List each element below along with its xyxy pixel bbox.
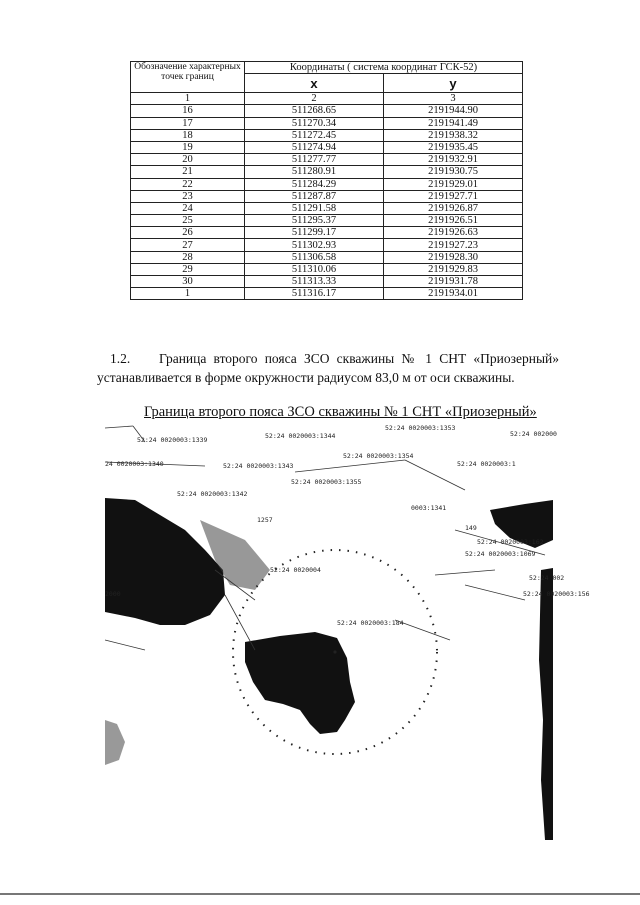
cell-point: 18 bbox=[131, 129, 245, 141]
cell-y: 2191928.30 bbox=[384, 251, 523, 263]
cell-point: 25 bbox=[131, 215, 245, 227]
cell-y: 2191926.51 bbox=[384, 215, 523, 227]
table-row bbox=[131, 202, 523, 214]
cell-y: 2191941.49 bbox=[384, 117, 523, 129]
map-label: 52:24 0020003:1344 bbox=[265, 432, 336, 440]
table-row bbox=[131, 141, 523, 153]
map-label: 52:24 0020003:1353 bbox=[385, 424, 456, 432]
map-label: 52:24 0020003:184 bbox=[337, 619, 404, 627]
header-point-designation: Обозначение характерных точек границ bbox=[131, 62, 245, 93]
header-coordinates-system: Координаты ( система координат ГСК-52) bbox=[245, 62, 523, 74]
cell-point: 20 bbox=[131, 154, 245, 166]
cell-x: 511302.93 bbox=[245, 239, 384, 251]
cell-y: 2191944.90 bbox=[384, 105, 523, 117]
paragraph-text: Граница второго пояса ЗСО скважины № 1 СНТ «Приозерный» устанавливается в форме окружности радиусом 83,0 м от оси скважины. bbox=[97, 351, 560, 385]
cell-x: 511295.37 bbox=[245, 215, 384, 227]
cell-point: 17 bbox=[131, 117, 245, 129]
map-label: 52:24 0020003:1355 bbox=[291, 478, 362, 486]
map-label: 52:24 0020003:1069 bbox=[465, 550, 536, 558]
map-label: 2000 bbox=[105, 590, 121, 598]
map-label: 149 bbox=[465, 524, 477, 532]
cell-x: 511299.17 bbox=[245, 227, 384, 239]
table-row bbox=[131, 129, 523, 141]
coordinates-table bbox=[130, 61, 523, 300]
cell-y: 2191931.78 bbox=[384, 276, 523, 288]
map-label: 52:24 0020003:1342 bbox=[177, 490, 248, 498]
table-row bbox=[131, 288, 523, 300]
cell-point: 24 bbox=[131, 202, 245, 214]
map-label: 52:24 0020003:1343 bbox=[223, 462, 294, 470]
cell-x: 511287.87 bbox=[245, 190, 384, 202]
map-label: 52:24 0020003:162 bbox=[477, 538, 544, 546]
table-row bbox=[131, 239, 523, 251]
cell-y: 2191934.01 bbox=[384, 288, 523, 300]
cell-point: 28 bbox=[131, 251, 245, 263]
terrain-center bbox=[245, 632, 355, 734]
map-label: 52:24 0020004 bbox=[270, 566, 321, 574]
terrain-bottom-left bbox=[105, 720, 125, 765]
cell-y: 2191929.01 bbox=[384, 178, 523, 190]
map-label: 52:24 002000 bbox=[510, 430, 557, 438]
index-cell: 1 bbox=[131, 93, 245, 105]
cell-point: 30 bbox=[131, 276, 245, 288]
cell-x: 511291.58 bbox=[245, 202, 384, 214]
index-cell: 2 bbox=[245, 93, 384, 105]
map-label: 52:24 0020003:1354 bbox=[343, 452, 414, 460]
cell-x: 511270.34 bbox=[245, 117, 384, 129]
table-row bbox=[131, 105, 523, 117]
map-label: 0003:1341 bbox=[411, 504, 447, 512]
cell-point: 26 bbox=[131, 227, 245, 239]
table-row bbox=[131, 190, 523, 202]
page-bottom-rule bbox=[0, 893, 640, 895]
cell-x: 511274.94 bbox=[245, 141, 384, 153]
header-y: у bbox=[384, 74, 523, 93]
table-row bbox=[131, 276, 523, 288]
table-row bbox=[131, 117, 523, 129]
cell-point: 1 bbox=[131, 288, 245, 300]
cell-x: 511280.91 bbox=[245, 166, 384, 178]
cell-x: 511284.29 bbox=[245, 178, 384, 190]
map-label: 24 0020003:1340 bbox=[105, 460, 164, 468]
cell-y: 2191927.71 bbox=[384, 190, 523, 202]
header-x: х bbox=[245, 74, 384, 93]
cell-x: 511272.45 bbox=[245, 129, 384, 141]
table-row bbox=[131, 166, 523, 178]
cell-x: 511313.33 bbox=[245, 276, 384, 288]
table-row bbox=[131, 178, 523, 190]
cell-point: 29 bbox=[131, 263, 245, 275]
map-label: 1257 bbox=[257, 516, 273, 524]
cell-y: 2191929.83 bbox=[384, 263, 523, 275]
map-label: 52:24 0020003:1339 bbox=[137, 436, 208, 444]
table-row bbox=[131, 251, 523, 263]
map-label: 52:24 0020003:1 bbox=[457, 460, 516, 468]
table-row bbox=[131, 227, 523, 239]
coordinates-table-body bbox=[131, 105, 523, 300]
cell-y: 2191926.87 bbox=[384, 202, 523, 214]
cell-x: 511316.17 bbox=[245, 288, 384, 300]
cadastral-map bbox=[105, 420, 590, 852]
cell-y: 2191927.23 bbox=[384, 239, 523, 251]
table-row bbox=[131, 215, 523, 227]
map-label: 52:24 002 bbox=[529, 574, 565, 582]
cell-point: 19 bbox=[131, 141, 245, 153]
cell-y: 2191926.63 bbox=[384, 227, 523, 239]
cell-point: 16 bbox=[131, 105, 245, 117]
table-row bbox=[131, 154, 523, 166]
cell-y: 2191938.32 bbox=[384, 129, 523, 141]
cell-point: 27 bbox=[131, 239, 245, 251]
map-drawing bbox=[105, 420, 590, 852]
cell-point: 22 bbox=[131, 178, 245, 190]
cell-y: 2191930.75 bbox=[384, 166, 523, 178]
well-center-marker bbox=[333, 650, 336, 653]
map-label: 52:24 0020003:156 bbox=[523, 590, 590, 598]
map-caption: Граница второго пояса ЗСО скважины № 1 СНТ «Приозерный» bbox=[144, 404, 537, 420]
cell-x: 511268.65 bbox=[245, 105, 384, 117]
cell-y: 2191932.91 bbox=[384, 154, 523, 166]
index-cell: 3 bbox=[384, 93, 523, 105]
cell-x: 511277.77 bbox=[245, 154, 384, 166]
cell-y: 2191935.45 bbox=[384, 141, 523, 153]
cell-x: 511310.06 bbox=[245, 263, 384, 275]
paragraph-1-2 bbox=[97, 349, 559, 387]
paragraph-number: 1.2. bbox=[110, 351, 131, 366]
cell-point: 21 bbox=[131, 166, 245, 178]
cell-point: 23 bbox=[131, 190, 245, 202]
terrain-left bbox=[105, 498, 225, 625]
table-row bbox=[131, 263, 523, 275]
cell-x: 511306.58 bbox=[245, 251, 384, 263]
terrain-right-edge bbox=[539, 568, 553, 840]
